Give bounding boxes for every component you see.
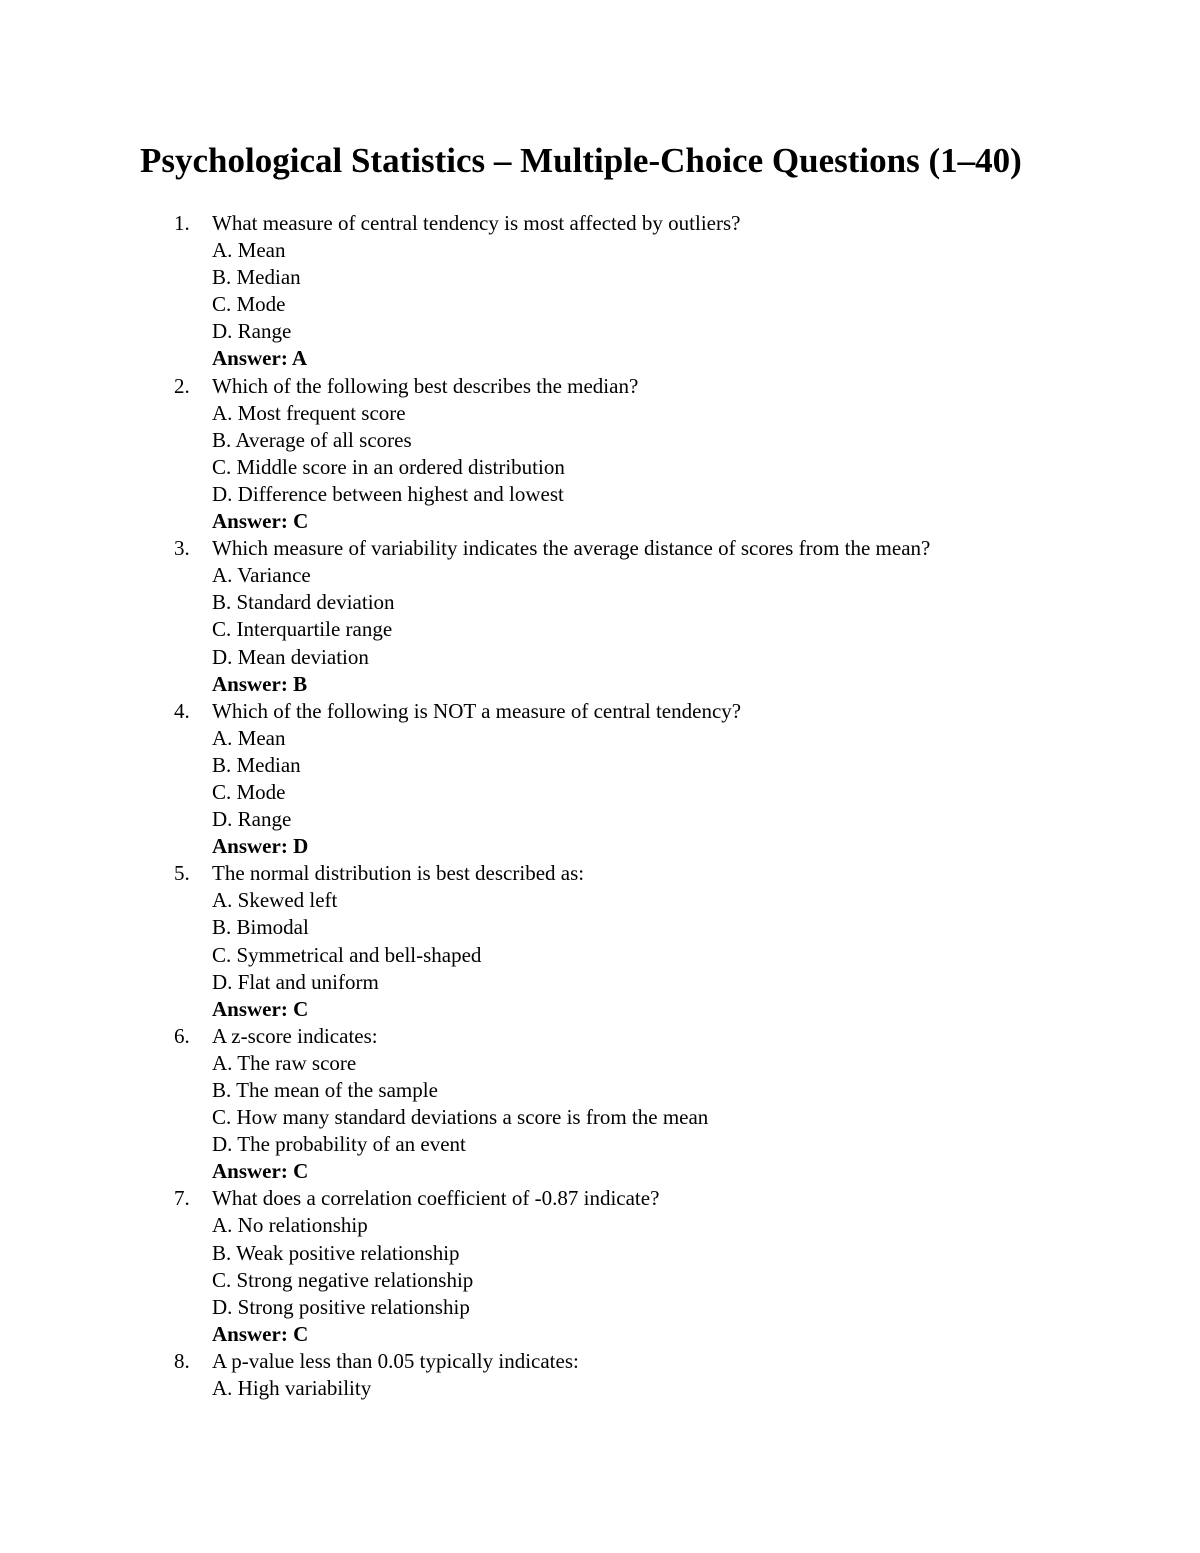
option-line: [0, 1375, 1100, 1402]
question-item: [0, 1023, 1100, 1186]
question-number: 2.: [174, 373, 190, 398]
question-list: [0, 210, 1100, 1402]
option-text: C. Strong negative relationship: [212, 1267, 474, 1292]
question-number: 8.: [174, 1348, 190, 1373]
question-line: [0, 860, 1100, 887]
option-text: D. Difference between highest and lowest: [212, 481, 564, 506]
option-text: D. Strong positive relationship: [212, 1294, 470, 1319]
answer-line: [0, 833, 1100, 860]
question-prompt: What measure of central tendency is most affected by outliers?: [212, 211, 741, 235]
option-text: B. Average of all scores: [212, 427, 412, 452]
answer-line: [0, 345, 1100, 372]
option-line: [0, 400, 1100, 427]
option-line: [0, 1050, 1100, 1077]
option-text: A. Mean: [212, 725, 286, 750]
option-line: [0, 725, 1100, 752]
question-line: [0, 210, 1100, 237]
question-line: [0, 1348, 1100, 1375]
option-line: [0, 806, 1100, 833]
question-line: [0, 698, 1100, 725]
question-item: [0, 698, 1100, 861]
option-line: [0, 1131, 1100, 1158]
question-line: [0, 1023, 1100, 1050]
option-text: C. Mode: [212, 292, 286, 317]
option-text: B. Standard deviation: [212, 590, 395, 615]
option-text: D. Mean deviation: [212, 644, 369, 669]
option-line: [0, 887, 1100, 914]
question-item: [0, 373, 1100, 536]
option-line: [0, 1077, 1100, 1104]
option-line: [0, 427, 1100, 454]
question-prompt: Which of the following best describes the median?: [212, 373, 639, 398]
answer-text: Answer: C: [212, 1159, 309, 1184]
option-line: [0, 318, 1100, 345]
question-prompt: The normal distribution is best described as:: [212, 861, 585, 886]
question-number: 3.: [174, 536, 190, 561]
answer-line: [0, 1321, 1100, 1348]
option-text: C. Mode: [212, 779, 286, 804]
option-line: [0, 481, 1100, 508]
question-item: [0, 535, 1100, 698]
option-line: [0, 644, 1100, 671]
option-text: A. Most frequent score: [212, 400, 406, 425]
option-line: [0, 752, 1100, 779]
answer-line: [0, 996, 1100, 1023]
question-number: 7.: [174, 1186, 190, 1211]
option-text: D. Range: [212, 319, 292, 344]
option-line: [0, 1240, 1100, 1267]
option-line: [0, 969, 1100, 996]
question-number: 5.: [174, 861, 190, 886]
question-prompt: A p-value less than 0.05 typically indicates:: [212, 1348, 579, 1373]
option-text: B. Bimodal: [212, 915, 309, 940]
answer-text: Answer: A: [212, 346, 308, 371]
option-line: [0, 1104, 1100, 1131]
question-number: 1.: [174, 211, 190, 235]
answer-line: [0, 1158, 1100, 1185]
question-item: [0, 1185, 1100, 1348]
option-text: D. Range: [212, 807, 292, 832]
option-text: C. How many standard deviations a score is from the mean: [212, 1105, 709, 1130]
answer-text: Answer: C: [212, 509, 309, 534]
option-text: A. Mean: [212, 238, 286, 263]
option-line: [0, 914, 1100, 941]
option-text: B. The mean of the sample: [212, 1078, 438, 1102]
option-text: A. Skewed left: [212, 888, 338, 913]
option-text: A. The raw score: [212, 1050, 357, 1075]
question-number: 6.: [174, 1023, 190, 1048]
option-line: [0, 1212, 1100, 1239]
question-prompt: Which measure of variability indicates the average distance of scores from the mean?: [212, 536, 931, 561]
option-line: [0, 616, 1100, 643]
answer-text: Answer: C: [212, 996, 309, 1021]
option-text: C. Symmetrical and bell-shaped: [212, 942, 482, 967]
option-text: A. No relationship: [212, 1213, 368, 1238]
option-line: [0, 562, 1100, 589]
answer-text: Answer: D: [212, 834, 309, 859]
question-number: 4.: [174, 698, 190, 723]
option-line: [0, 779, 1100, 806]
question-prompt: Which of the following is NOT a measure of central tendency?: [212, 698, 742, 723]
option-line: [0, 589, 1100, 616]
option-line: [0, 1294, 1100, 1321]
option-text: B. Weak positive relationship: [212, 1240, 460, 1265]
question-item: [0, 860, 1100, 1023]
page-title: Psychological Statistics – Multiple-Choice Questions (1–40): [140, 141, 1022, 180]
question-item: [0, 210, 1100, 373]
option-line: [0, 291, 1100, 318]
option-line: [0, 237, 1100, 264]
question-line: [0, 373, 1100, 400]
answer-text: Answer: C: [212, 1321, 309, 1346]
option-text: B. Median: [212, 752, 301, 777]
option-text: A. Variance: [212, 563, 311, 588]
question-prompt: A z-score indicates:: [212, 1023, 378, 1048]
option-line: [0, 1267, 1100, 1294]
question-prompt: What does a correlation coefficient of -0.87 indicate?: [212, 1186, 660, 1211]
answer-line: [0, 671, 1100, 698]
option-line: [0, 264, 1100, 291]
option-text: C. Middle score in an ordered distribution: [212, 454, 565, 479]
answer-line: [0, 508, 1100, 535]
option-text: B. Median: [212, 265, 301, 290]
option-line: [0, 454, 1100, 481]
question-item: [0, 1348, 1100, 1402]
option-text: A. High variability: [212, 1376, 372, 1401]
question-line: [0, 535, 1100, 562]
option-text: D. Flat and uniform: [212, 969, 379, 994]
option-text: D. The probability of an event: [212, 1132, 466, 1157]
question-line: [0, 1185, 1100, 1212]
option-text: C. Interquartile range: [212, 617, 393, 642]
option-line: [0, 942, 1100, 969]
answer-text: Answer: B: [212, 671, 308, 696]
